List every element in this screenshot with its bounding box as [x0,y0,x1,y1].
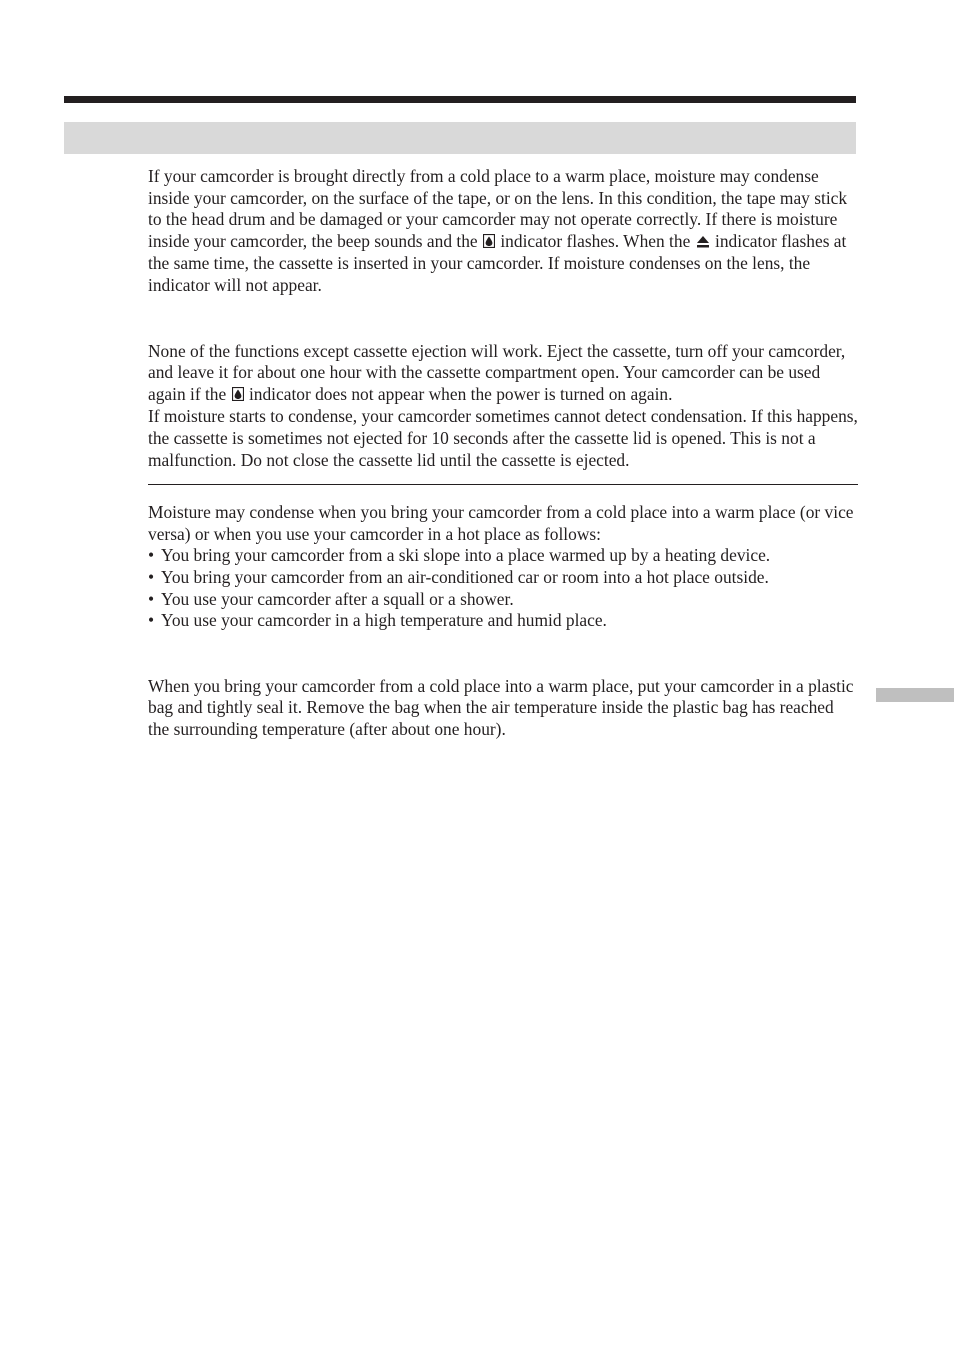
list-item-text: You bring your camcorder from an air-conditioned car or room into a hot place outside. [161,566,769,587]
intro-text-2: indicator flashes. When the [500,230,691,251]
action-text-1: None of the functions except cassette ejection will work. Eject the cassette, turn off your camcorder, and leave it for about one hour with the cassette compartment open. Your camcorder can be used again if the [148,340,846,404]
page-content [148,166,858,740]
bullet-icon: • [148,566,155,587]
bullet-icon: • [148,610,155,631]
bullet-icon: • [148,588,155,609]
action-paragraph-2: If moisture starts to condense, your camcorder sometimes cannot detect condensation. If this happens, the cassette is sometimes not ejected for 10 seconds after the cassette lid is opened. This is not a malfunction. Do not close the cassette lid until the cassette is ejected. [148,406,858,470]
intro-text-3: indicator flashes at the same time, the cassette is inserted in your camcorder. If moisture condenses on the lens, the indicator will not appear. [148,230,847,295]
eject-icon [696,232,710,254]
intro-text-1: If your camcorder is brought directly from a cold place to a warm place, moisture may condense inside your camcorder, on the surface of the tape, or on the lens. In this condition, the tape may stick to the head drum and be damaged or your camcorder may not operate correctly. If there is moisture inside your camcorder, the beep sounds and the [148,166,848,251]
moisture-indicator-icon [232,385,244,407]
section-title-band [64,122,856,154]
side-tab-marker [876,688,954,702]
condensation-list [148,545,858,631]
action-text-2: indicator does not appear when the power is turned on again. [248,383,673,404]
list-item-text: You bring your camcorder from a ski slope into a place warmed up by a heating device. [161,545,771,566]
header-rule [64,96,856,103]
list-item [148,567,858,589]
moisture-indicator-icon [483,232,495,254]
bullet-icon: • [148,545,155,566]
list-item [148,610,858,632]
list-item-text: You use your camcorder after a squall or a shower. [161,588,514,609]
intro-paragraph [148,166,858,297]
condensation-intro: Moisture may condense when you bring your camcorder from a cold place into a warm place (or vice versa) or when you use your camcorder in a hot place as follows: [148,502,854,544]
list-item-text: You use your camcorder in a high temperature and humid place. [161,610,607,631]
list-item [148,545,858,567]
list-item [148,589,858,611]
action-paragraph-1 [148,341,858,407]
prevention-paragraph: When you bring your camcorder from a cold place into a warm place, put your camcorder in a plastic bag and tightly seal it. Remove the bag when the air temperature inside the plastic bag has reached the surrounding temperature (after about one hour). [148,675,854,739]
